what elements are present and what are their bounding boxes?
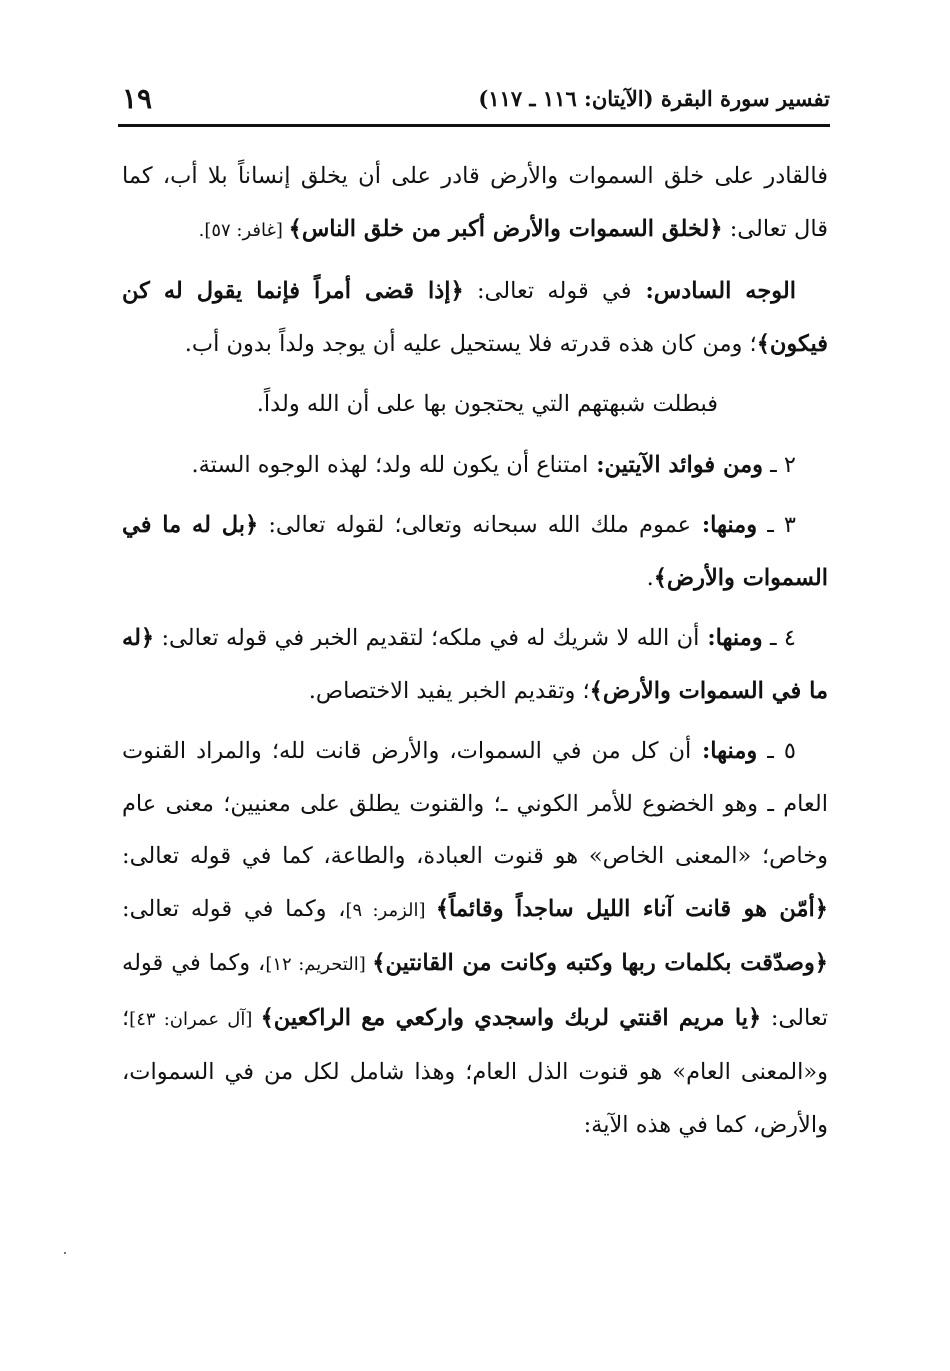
text-run: ٥ ـ [757,738,797,764]
header-rule [118,124,830,127]
text-run: أن الله لا شريك له في ملكه؛ لتقديم الخبر في قوله تعالى: [154,625,700,651]
text-run: فالقادر على خلق السموات والأرض قادر على أن يخلق إنساناً بلا أب، كما قال تعالى: [122,163,828,242]
text-run: ٣ ـ [757,512,797,538]
bold-text: ومن فوائد الآيتين: [588,451,763,478]
text-run: عموم ملك الله سبحانه وتعالى؛ لقوله تعالى: [258,512,692,538]
paragraph [122,439,828,492]
text-run: ؛ و«المعنى العام» هو قنوت الذل العام؛ وهذا شامل لكل من في السموات، والأرض، كما في هذه الآية: [122,1004,828,1138]
bold-text: ﴿وصدّقت بكلمات ربها وكتبه وكانت من القانتين﴾ [372,950,828,976]
text-run: في قوله تعالى: [463,278,632,304]
text-run: ؛ ومن كان هذه قدرته فلا يستحيل عليه أن يوجد ولداً بدون أب. [184,330,757,357]
bold-text: ﴿أمّن هو قانت آناء الليل ساجداً وقائماً﴾ [435,895,828,922]
page-number: ١٩ [122,82,153,115]
bold-text: ﴿له ما في السموات والأرض﴾ [122,625,828,704]
bold-text: ﴿لخلق السموات والأرض أكبر من خلق الناس﴾ [288,215,723,242]
bold-text: الوجه السادس: [631,278,796,304]
text-run: ، وكما في قوله تعالى: [122,895,346,922]
text-run: امتناع أن يكون لله ولد؛ لهذه الوجوه الستة. [191,451,589,478]
text-run: ٤ ـ [762,625,796,651]
text-run: . [646,564,654,591]
bold-text: ﴿إذا قضى أمراً فإنما يقول له كن فيكون﴾ [122,278,828,357]
paragraph [122,378,828,431]
text-run: أن كل من في السموات، والأرض قانت لله؛ والمراد القنوت العام ـ وهو الخضوع للأمر الكوني ـ؛ والقنوت يطلق على معنيين؛ معنى عام وخاص؛ «المعنى الخاص» هو قنوت العبادة، والطاعة، كما في قوله تعالى: [122,738,828,869]
citation: [التحريم: ١٢] [265,954,373,975]
paragraph [122,150,828,257]
bold-text: ومنها: [691,512,758,538]
paragraph [122,265,828,370]
text-run: ؛ وتقديم الخبر يفيد الاختصاص. [308,677,590,704]
citation: [الزمر: ٩] [345,899,436,921]
citation: [غافر: ٥٧]. [198,219,289,241]
paragraph [122,725,828,1151]
text-run: ، وكما في قوله تعالى: [122,950,828,1031]
bold-text: ومنها: [699,625,763,651]
page-header [118,84,830,120]
paragraph [122,612,828,717]
bold-text: ﴿بل له ما في السموات والأرض﴾ [122,512,828,591]
bold-text: ومنها: [691,738,758,764]
running-title: تفسير سورة البقرة (الآيتان: ١١٦ ـ ١١٧) [478,86,830,111]
scan-speck [64,1252,66,1254]
text-run: فبطلت شبهتهم التي يحتجون بها على أن الله ولداً. [256,391,718,417]
bold-text: ﴿يا مريم اقنتي لربك واسجدي واركعي مع الراكعين﴾ [260,1004,762,1031]
citation: [آل عمران: ٤٣] [129,1008,261,1030]
text-run: ٢ ـ [763,451,796,478]
paragraph [122,499,828,604]
body-text [122,150,828,1159]
